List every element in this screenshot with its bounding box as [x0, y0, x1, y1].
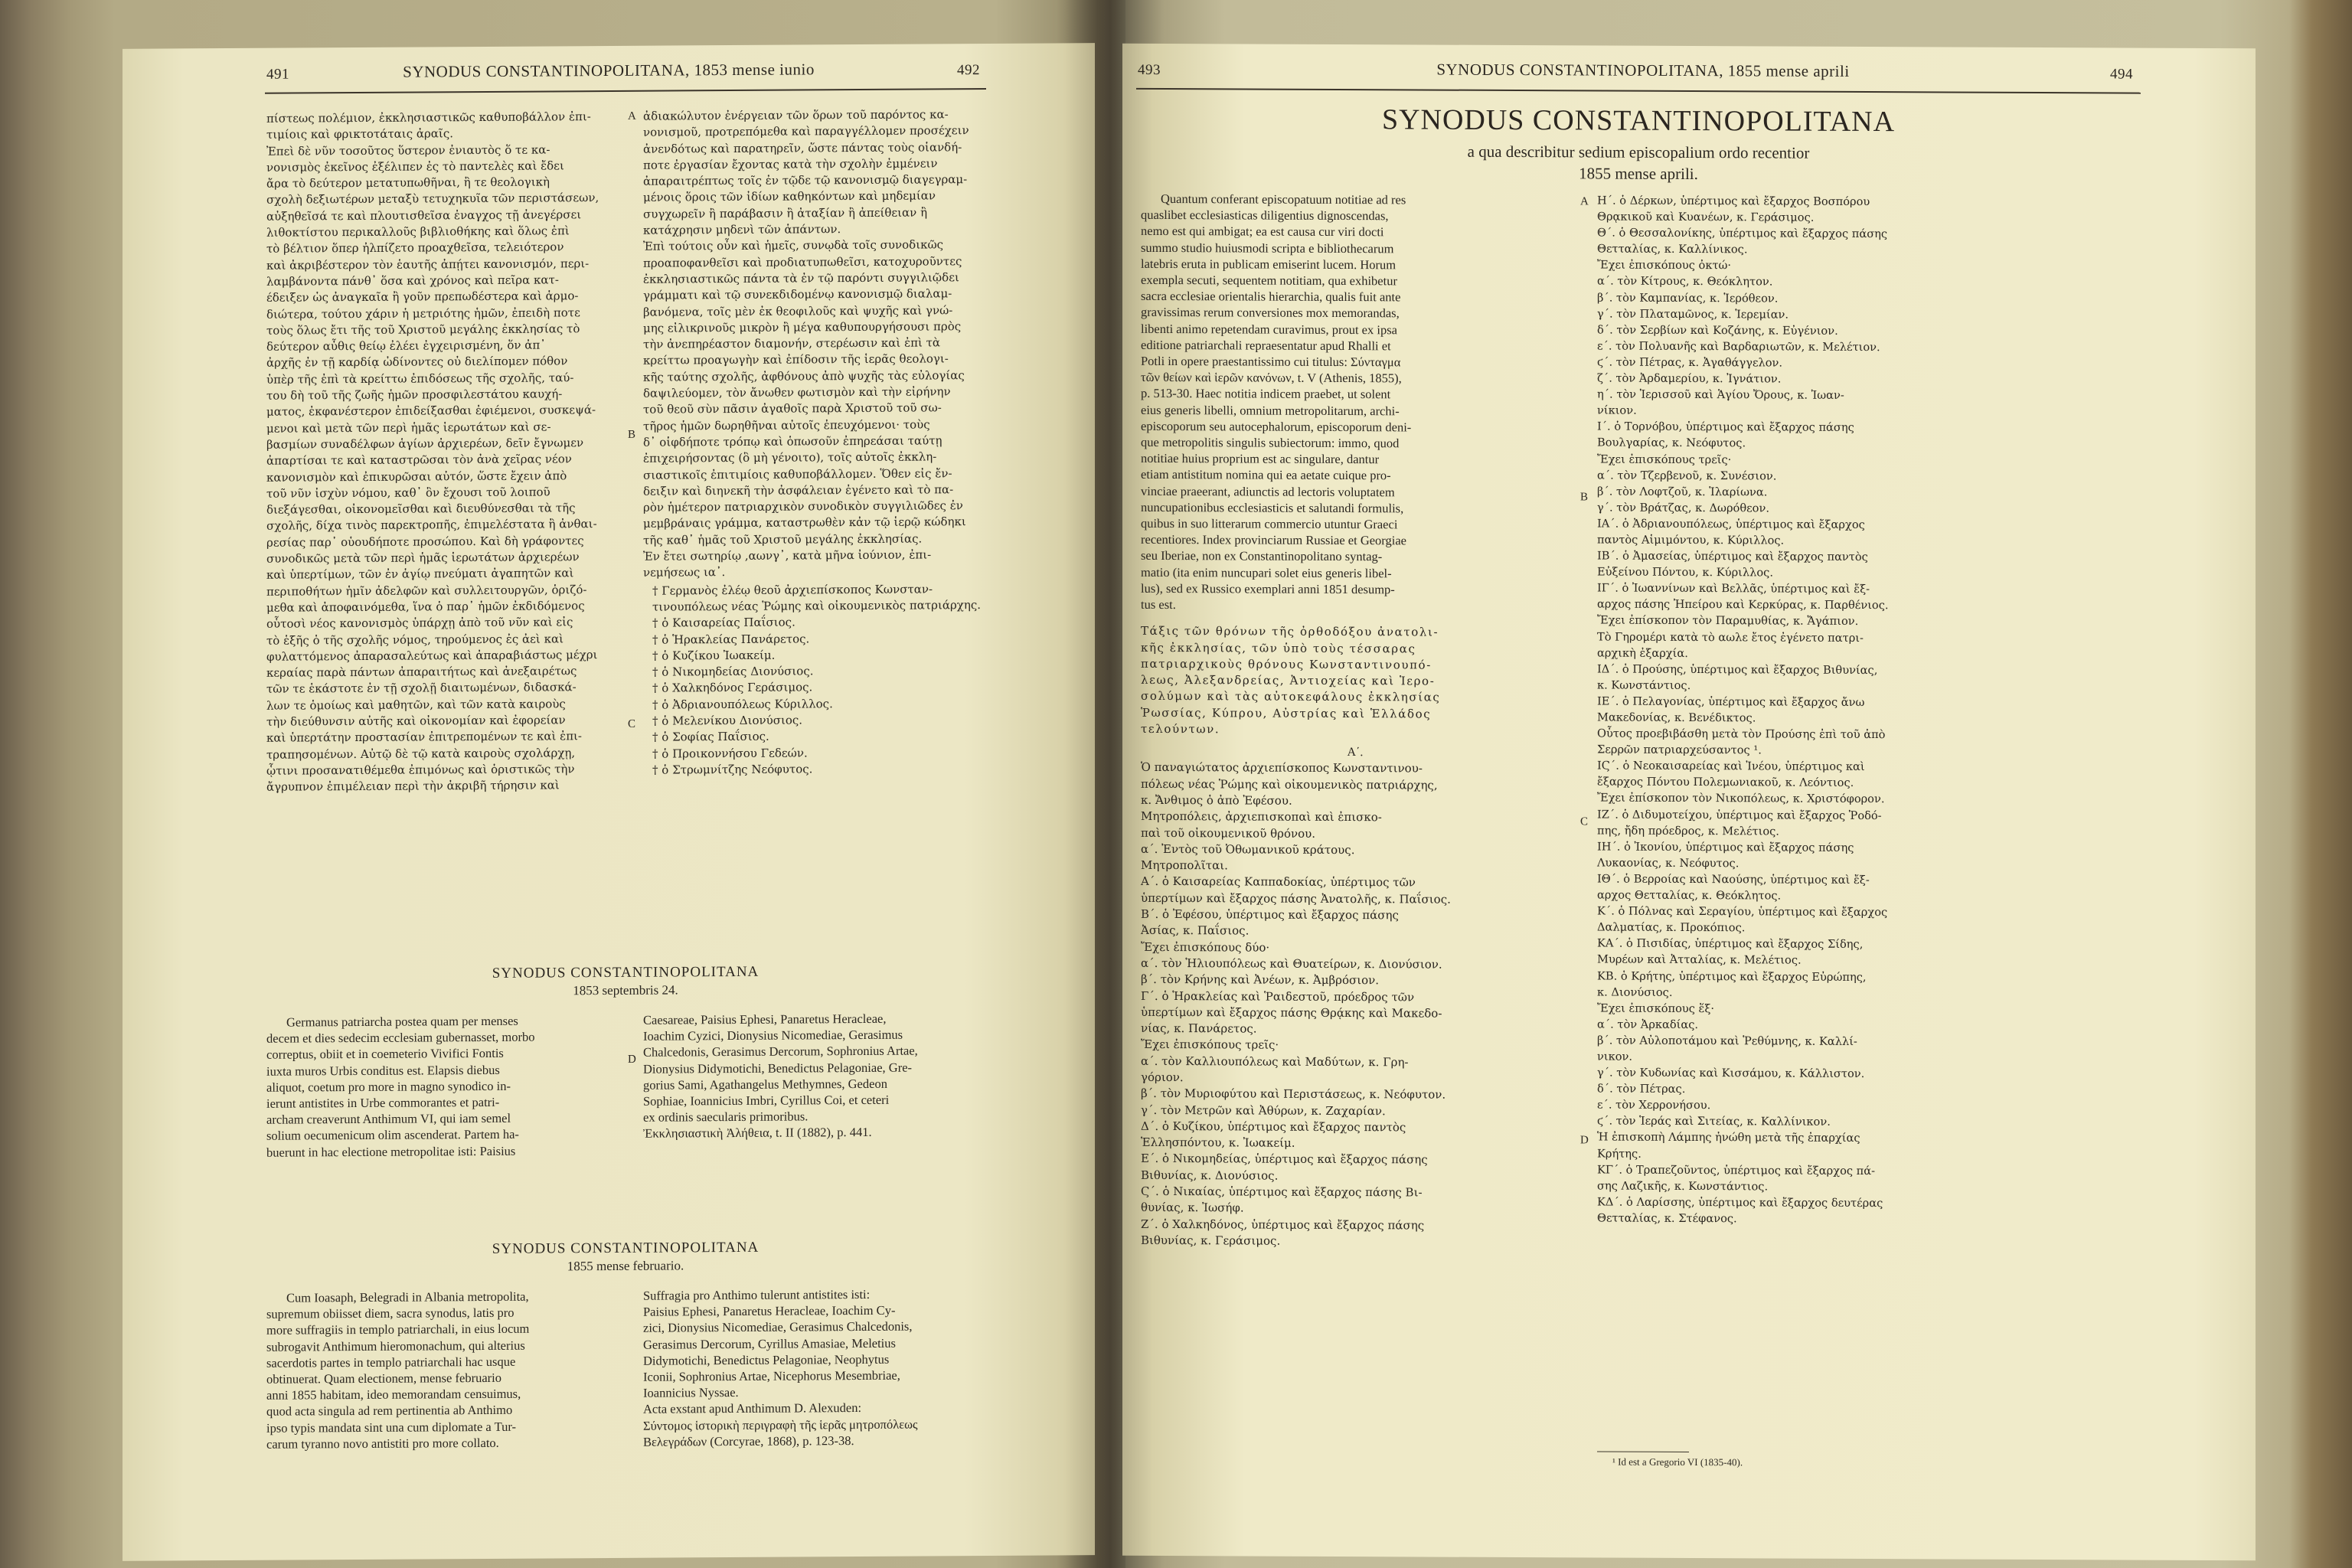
text-line: exempla secuti, sequentem notitiam, qua exhibetur [1141, 272, 1397, 289]
section-title: SYNODUS CONSTANTINOPOLITANA [492, 1239, 760, 1257]
text-line: Ἔχει ἐπισκόπους ἕξ· [1597, 1001, 1715, 1015]
text-line: νίκιον. [1597, 403, 1637, 417]
running-header [1122, 59, 2256, 91]
text-line: Ioannicius Nyssae. [643, 1385, 739, 1400]
subtitle: a qua describitur sedium episcopalium ordo recentior [1467, 142, 1810, 162]
text-line: ΙΕ΄. ὁ Πελαγονίας, ὑπέρτιμος καὶ ἔξαρχος ἄνω [1597, 694, 1865, 709]
text-line: κῆς ταύτης σχολῆς, ἀφθόνους ἀπὸ ψυχῆς τὰς εὐλογίας [643, 368, 965, 384]
text-line: latebris eruta in publicam emiserint lucem. Horum [1141, 256, 1396, 273]
text-line: Didymotichi, Benedictus Pelagoniae, Neophytus [643, 1351, 890, 1368]
text-line: Μητροπόλεις, ἀρχιεπισκοπαὶ καὶ ἐπισκο- [1141, 809, 1382, 825]
text-line: Κρήτης. [1597, 1147, 1642, 1161]
text-line: ΚΒ. ὁ Κρήτης, ὑπέρτιμος καὶ ἔξαρχος Εὐρώπης, [1597, 969, 1867, 984]
text-line: quod acta singula ad rem pertinentia ab Anthimo [266, 1403, 513, 1419]
text-line: Ἡ ἐπισκοπὴ Λάμπης ἠνώθη μετὰ τῆς ἐπαρχίας [1597, 1130, 1860, 1145]
text-line: Ὁ παναγιώτατος ἀρχιεπίσκοπος Κωνσταντινου- [1141, 760, 1423, 776]
text-line: δειξιν καὶ διηνεκῆ τὴν ἀσφάλειαν ἐγένετο καὶ τὸ πα- [643, 482, 954, 498]
text-line: ΙΘ΄. ὁ Βερροίας καὶ Ναούσης, ὑπέρτιμος καὶ ἔξ- [1597, 872, 1870, 887]
text-line: tus est. [1141, 596, 1176, 612]
text-line: ὑπὲρ τῆς ἐπὶ τὰ κρείττω ἐπιδόσεως τῆς σχολῆς, ταύ- [266, 371, 574, 387]
margin-marker-c: C [1580, 815, 1589, 828]
text-line: ΚΑ΄. ὁ Πισιδίας, ὑπέρτιμος καὶ ἔξαρχος Σίδης, [1597, 936, 1864, 952]
text-line: Potli in opere praestantissimo cui titulus: Σύνταγμα [1141, 353, 1401, 370]
running-header [122, 58, 1095, 92]
margin-marker-a: A [1580, 195, 1589, 208]
text-line: διεξάγεσθαι, οἰκονομεῖσθαι καὶ διευθύνεσθαι τὰ τῆς [266, 501, 576, 517]
text-line: Σερρῶν πατριαρχεύσαντος ¹. [1597, 743, 1762, 757]
text-line: libenti animo repetendam curavimus, prout ex ipsa [1141, 321, 1397, 337]
text-line: Ϛ΄. ὁ Νικαίας, ὑπέρτιμος καὶ ἔξαρχος πάσης Βι- [1141, 1184, 1423, 1200]
text-line: Θετταλίας, κ. Καλλίνικος. [1597, 242, 1748, 256]
text-line: τὸ ἑξῆς ὁ τῆς σχολῆς νόμος, τηρούμενος ἐς ἀεὶ καὶ [266, 631, 564, 648]
text-line: Μακεδονίας, κ. Βενέδικτος. [1597, 710, 1756, 725]
text-line: seu Iberiae, non ex Constantinopolitano syntag- [1141, 548, 1383, 564]
text-line: έδειξεν ὡς ἀναγκαῖα ἢ γοῦν πρεπωδέστερα καὶ ἁρμο- [266, 289, 579, 305]
text-line: nuncupationibus ecclesiasticis et salutandi formulis, [1141, 499, 1404, 516]
text-line: Ἐκκλησιαστικὴ Ἀλήθεια, t. II (1882), p. 441. [643, 1125, 872, 1142]
text-line: ΙΖ΄. ὁ Διδυμοτείχου, ὑπέρτιμος καὶ ἔξαρχος Ῥοδό- [1597, 808, 1882, 822]
latin-column-a [266, 1012, 611, 1161]
text-line: τοῦ θεοῦ σὺν πᾶσιν ἀγαθοῖς παρὰ Χριστοῦ τοῦ σω- [643, 400, 942, 417]
text-line: α΄. τὸν Ἡλιουπόλεως καὶ Θυατείρων, κ. Διονύσιον. [1141, 956, 1442, 972]
text-line: κ. Ἄνθιμος ὁ ἀπὸ Ἐφέσου. [1141, 792, 1292, 808]
text-line: δ΄. τὸν Πέτρας. [1597, 1082, 1686, 1096]
text-line: γόριον. [1141, 1070, 1184, 1085]
text-column-b [1597, 192, 2026, 1227]
text-line: πατριαρχικοὺς θρόνους Κωνσταντινουπό- [1141, 656, 1432, 672]
text-line: ΙΗ΄. ὁ Ἰκονίου, ὑπέρτιμος καὶ ἔξαρχος πάσης [1597, 840, 1854, 854]
section-date: 1853 septembris 24. [573, 982, 678, 998]
text-line: † ὁ Ἡρακλείας Πανάρετος. [652, 631, 810, 647]
margin-marker-a: A [628, 109, 636, 122]
text-line: Λυκαονίας, κ. Νεόφυτος. [1597, 856, 1740, 871]
text-line: β΄. τὸν Μυριοφύτου καὶ Περιστάσεως, κ. Νεόφυτον. [1141, 1086, 1446, 1102]
margin-marker-c: C [628, 717, 636, 730]
text-line: πίστεως πολέμιον, ἐκκλησιαστικῶς καθυποβάλλον ἐπι- [266, 109, 591, 126]
text-line: ματος, ἐκφανέστερον ἐπιδείξασθαι ἐφιέμενοι, συσκεψά- [266, 403, 596, 420]
text-line: † ὁ Καισαρείας Παΐσιος. [652, 615, 795, 630]
text-line: episcoporum seu autocephalorum, episcoporum deni- [1141, 418, 1412, 435]
text-line: Η΄. ὁ Δέρκων, ὑπέρτιμος καὶ ἔξαρχος Βοσπόρου [1597, 194, 1870, 209]
text-line: ΚΔ΄. ὁ Λαρίσσης, ὑπέρτιμος καὶ ἔξαρχος δευτέρας [1597, 1195, 1883, 1210]
header-title: SYNODUS CONSTANTINOPOLITANA, 1855 mense aprili [1436, 60, 1850, 80]
text-line: ΚΓ΄. ὁ Τραπεζοῦντος, ὑπέρτιμος καὶ ἔξαρχος πά- [1597, 1163, 1876, 1178]
text-line: Ἔχει ἐπίσκοπον τὸν Νικοπόλεως, κ. Χριστόφορον. [1597, 791, 1885, 806]
text-line: ε΄. τὸν Χερρονήσου. [1597, 1098, 1711, 1112]
text-line: Ῥωσσίας, Κύπρου, Αὐστρίας καὶ Ἑλλάδος [1141, 705, 1432, 721]
text-line: Suffragia pro Anthimo tulerunt antistites isti: [643, 1286, 871, 1303]
text-line: ἄρα τὸ δεύτερον μετατυπωθῆναι, ἢ τε θεολογικὴ [266, 175, 550, 191]
text-line: Ἔχει ἐπισκόπους δύο· [1141, 939, 1270, 955]
text-line: Α΄. ὁ Καισαρείας Καππαδοκίας, ὑπέρτιμος τῶν [1141, 874, 1416, 890]
text-line: καὶ ὑπερτάτην προστασίαν ἐπιτρεπομένων τε καὶ ἐπι- [266, 729, 583, 746]
text-line: δεύτερον αὖθις θείῳ ἐλέει ἐγχειρισμένη, ὅν ἀπ᾽ [266, 338, 546, 354]
text-line: ΙΓ΄. ὁ Ἰωαννίνων καὶ Βελλᾶς, ὑπέρτιμος καὶ ἔξ- [1597, 581, 1870, 596]
text-line: τινουπόλεως νέας Ῥώμης καὶ οἰκουμενικὸς πατριάρχης. [652, 597, 982, 614]
text-line: Sophiae, Ioannicius Imbri, Cyrillus Coi, et ceteri [643, 1092, 890, 1109]
text-line: κανονισμὸν καὶ ἐπικυρῶσαι αὐτόν, ὥστε ἔχειν ἀπὸ [266, 468, 567, 485]
text-line: † ὁ Κυζίκου Ἰωακείμ. [652, 648, 776, 663]
text-line: Ἔχει ἐπισκόπους τρεῖς· [1141, 1037, 1279, 1053]
page-number-493: 493 [1138, 61, 1161, 78]
section-header-1855-feb [265, 1238, 986, 1276]
text-line: nemo est qui ambigat; ea est causa cur viri docti [1141, 224, 1384, 240]
text-line: κ. Κωνστάντιος. [1597, 678, 1691, 692]
text-line: α΄. τὸν Ἀρκαδίας. [1597, 1018, 1699, 1031]
text-line: ζ΄. τὸν Ἀρδαμερίου, κ. Ἰγνάτιον. [1597, 371, 1782, 386]
text-line: carum tyranno novo antistiti pro more collato. [266, 1435, 499, 1452]
subtitle-date: 1855 mense aprili. [1579, 164, 1698, 184]
text-line: Βιθυνίας, κ. Γεράσιμος. [1141, 1233, 1281, 1248]
text-line: Dionysius Didymotichi, Benedictus Pelagoniae, Gre- [643, 1060, 913, 1076]
text-line: κρείττω προαγωγὴν καὶ ἐπίδοσιν τῆς ἱερᾶς θεολογι- [643, 351, 949, 368]
text-line: Ι΄. ὁ Τορνόβου, ὑπέρτιμος καὶ ἔξαρχος πάσης [1597, 420, 1854, 435]
text-line: eius generis libelli, omnium metropolitarum, archi- [1141, 402, 1400, 418]
text-line: ἀπαραιτρέπτως τοῖς ἐν τῷδε τῷ κανονισμῷ διαγεγραμ- [643, 172, 968, 188]
text-line: Ἔχει ἐπισκόπους ὀκτώ· [1597, 258, 1732, 273]
text-line: Βουλγαρίας, κ. Νεόφυτος. [1597, 436, 1746, 450]
text-line: κῆς ἐκκλησίας, τῶν ὑπὸ τοὺς τέσσαρας [1141, 640, 1416, 656]
text-line: ΙϚ΄. ὁ Νεοκαισαρείας καὶ Ἰνέου, ὑπέρτιμος καὶ [1597, 759, 1865, 774]
text-line: † ὁ Σοφίας Παΐσιος. [652, 729, 769, 744]
text-line: γ΄. τὸν Μετρῶν καὶ Ἀθύρων, κ. Ζαχαρίαν. [1141, 1102, 1386, 1118]
text-line: τοὺς ὅλως ἔτι τῆς τοῦ Χριστοῦ μεγάλης ἐκκλησίας τὸ [266, 322, 580, 338]
text-line: Θ΄. ὁ Θεσσαλονίκης, ὑπέρτιμος καὶ ἔξαρχος πάσης [1597, 226, 1888, 241]
text-line: lus), sed ex Russico exemplari anni 1851 desump- [1141, 580, 1395, 597]
text-line: θυνίας, κ. Ἰωσήφ. [1141, 1200, 1244, 1215]
text-line: zici, Dionysius Nicomediae, Gerasimus Chalcedonis, [643, 1318, 913, 1336]
text-line: sacra ecclesiae orientalis hierarchia, qualis fuit ante [1141, 289, 1401, 305]
text-line: iuxta muros Urbis conditus est. Elapsis diebus [266, 1062, 500, 1079]
text-line: παντὸς Αἱμιμόντου, κ. Κύριλλος. [1597, 533, 1785, 547]
text-line: μεμβράναις γράμμα, καταστρωθὲν κἀν τῷ ἱερῷ κώδηκι [643, 514, 966, 531]
text-line: ἀδιακώλυτον ἐνέργειαν τῶν ὅρων τοῦ παρόντος κα- [643, 107, 949, 123]
page-number-491: 491 [266, 66, 289, 83]
main-title-block [1136, 102, 2141, 186]
text-line: οὗτοσὶ νέος κανονισμὸς ὑπάρχῃ ἀπὸ τοῦ νῦν καὶ εἰς [266, 615, 573, 631]
text-line: συνοδικῶς μετὰ τῶν περὶ ἡμᾶς ἱερωτάτων ἀρχιερέων [266, 550, 580, 566]
text-line: Δαλματίας, κ. Προκόπιος. [1597, 920, 1746, 935]
text-line: β΄. τὸν Καμπανίας, κ. Ἱερόθεον. [1597, 291, 1779, 305]
text-line: Θετταλίας, κ. Στέφανος. [1597, 1211, 1737, 1226]
text-line: τῆς καθ᾽ ἡμᾶς τοῦ Χριστοῦ μεγάλης ἐκκλησίας. [643, 531, 923, 547]
page-number-492: 492 [957, 62, 980, 79]
text-line: Ἔχει ἐπίσκοπον τὸν Παραμυθίας, κ. Ἄγάπιον. [1597, 613, 1859, 629]
text-line: βασμίων συναδέλφων ἁγίων ἀρχιερέων, δεῖν ἔγνωμεν [266, 436, 584, 452]
text-line: etiam antistitum nomina qui ea aetate cuique pro- [1141, 467, 1391, 483]
text-line: Chalcedonis, Gerasimus Dercorum, Sophronius Artae, [643, 1043, 918, 1060]
left-page [122, 43, 1095, 1561]
margin-marker-d: D [628, 1053, 636, 1066]
text-line: solium oecumenicum olim ascenderat. Partem ha- [266, 1127, 519, 1144]
section-alpha: Α΄. [1347, 746, 1364, 760]
footnote: ¹ Id est a Gregorio VI (1835-40). [1612, 1455, 1743, 1468]
text-line: † ὁ Μελενίκου Διονύσιος. [652, 713, 803, 728]
text-line: ε΄. τὸν Πολυανῆς καὶ Βαρδαριωτῶν, κ. Μελέτιον. [1597, 339, 1880, 354]
header-title: SYNODUS CONSTANTINOPOLITANA, 1853 mense iunio [403, 60, 815, 81]
text-line: Σύντομος ἱστορικὴ περιγραφὴ τῆς ἱερᾶς μητροπόλεως [643, 1416, 918, 1433]
text-line: ἔξαρχος Πόντου Πολεμωνιακοῦ, κ. Λεόντιος. [1597, 775, 1854, 790]
text-line: more suffragiis in templo patriarchali, in eius locum [266, 1321, 530, 1338]
text-line: editione patriarchali repraesentatur apud Rhalli et [1141, 337, 1391, 354]
right-page [1122, 44, 2256, 1560]
text-line: ρεσίας παρ᾽ οὑουδήποτε προσώπου. Καὶ δὴ γράφοντες [266, 533, 584, 550]
text-line: τὴν ἀνεπηρέαστον διαμονήν, στερέωσιν καὶ ἐπὶ τὰ [643, 335, 941, 351]
text-line: ἄγρυπνον ἐπιμέλειαν περὶ τὴν ἀκριβῆ τήρησιν καὶ [266, 778, 560, 794]
text-line: Gerasimus Dercorum, Cyrillus Amasiae, Meletius [643, 1335, 896, 1352]
text-line: Βελεγράδων (Corcyrae, 1868), p. 123-38. [643, 1432, 854, 1449]
text-line: ex ordinis saecularis primoribus. [643, 1109, 808, 1125]
margin-marker-d: D [1580, 1134, 1589, 1147]
text-line: γ΄. τὸν Πλαταμῶνος, κ. Ἱερεμίαν. [1597, 307, 1789, 322]
text-line: quaslibet ecclesiasticas diligentius dignoscendas, [1141, 207, 1389, 224]
text-line: Μητροπολῖται. [1141, 858, 1228, 873]
text-line: νονισμοῦ, προτρεπόμεθα καὶ παραγγέλλομεν προσέχειν [643, 123, 969, 140]
text-line: Germanus patriarcha postea quam per menses [286, 1013, 518, 1030]
text-line: β΄. τὸν Κρήνης καὶ Ἀνέων, κ. Ἀμβρόσιον. [1141, 972, 1380, 988]
text-line: Ἐν ἔτει σωτηρίῳ ,αωνγ᾽, κατὰ μῆνα ἰούνιον, ἐπι- [643, 547, 932, 564]
text-line: η΄. τὸν Ἱερισσοῦ καὶ Ἁγίου Ὄρους, κ. Ἰωαν- [1597, 387, 1844, 403]
section-title: SYNODUS CONSTANTINOPOLITANA [492, 963, 760, 982]
text-line: β΄. τὸν Λοφτζοῦ, κ. Ἱλαρίωνα. [1597, 485, 1768, 499]
text-line: decem et dies sedecim ecclesiam gubernasset, morbo [266, 1029, 535, 1046]
text-line: α΄. τὸν Τζερβενοῦ, κ. Συνέσιον. [1597, 469, 1777, 483]
text-line: ὑπερτίμων καὶ ἔξαρχος πάσης Ἀνατολῆς, κ. Παΐσιος. [1141, 890, 1451, 906]
page-number-494: 494 [2110, 66, 2133, 83]
text-line: vinciae praeerant, adiunctis ad lectoris voluptatem [1141, 483, 1395, 499]
text-line: δαψιλεύομεν, τὸν ἄνωθεν φωτισμὸν καὶ τὴν εἰρήνην [643, 384, 951, 400]
text-line: διώτερα, τούτου χάριν ἡ μετριότης ἡμῶν, ἐπειδὴ ποτε [266, 305, 580, 322]
text-line: supremum obiisset diem, sacra synodus, latis pro [266, 1305, 514, 1321]
text-line: μεθα καὶ ἀποφαινόμεθα, ἵνα ὁ παρ᾽ ἡμῶν ἐκδιδόμενος [266, 599, 585, 615]
text-line: κατάχρησιν μηδενὶ τῶν ἁπάντων. [643, 222, 841, 237]
text-line: Μυρέων καὶ Ἀτταλίας, κ. Μελέτιος. [1597, 952, 1802, 968]
text-line: προαποφανθεῖσι καὶ προδιατυπωθεῖσι, κατοχυροῦντες [643, 253, 962, 270]
text-line: γ΄. τὸν Κυδωνίας καὶ Κισσάμου, κ. Κάλλιστον. [1597, 1066, 1865, 1081]
text-line: καὶ ὑπερτίμων, τῶν ἐν ἁγίῳ πνεύματι ἀγαπητῶν καὶ [266, 566, 574, 583]
text-line: ΙΔ΄. ὁ Προύσης, ὑπέρτιμος καὶ ἔξαρχος Βιθυνίας, [1597, 662, 1878, 677]
text-line: ϛ΄. τὸν Ἱεράς καὶ Σιτείας, κ. Καλλίνικον. [1597, 1114, 1831, 1129]
text-line: gorius Sami, Agathangelus Methymnes, Gedeon [643, 1076, 887, 1093]
text-line: σχολὴ δεξιωτέρων μεταξὺ τετυχηκυῖα τῶν περιστάσεων, [266, 191, 599, 207]
text-line: νονισμὸς ἐκεῖνος ἐξέλιπεν ἐς τὸ παντελὲς καὶ ἔδει [266, 158, 564, 175]
text-line: ᾧτινι προσανατιθέμεθα ἐπιμόνως καὶ ὁριστικῶς τὴν [266, 762, 575, 778]
text-line: Ἐπεὶ δὲ νῦν τοσοῦτος ὕστερον ἐνιαυτὸς ὅ τε κα- [266, 142, 550, 158]
latin-column-a-2 [266, 1288, 611, 1452]
text-line: † ὁ Προικοννήσου Γεδεών. [652, 745, 808, 761]
text-line: gravissimas rerum conversiones mox memorandas, [1141, 305, 1400, 321]
text-line: p. 513-30. Haec notitia indicem praebet, ut solent [1141, 386, 1391, 402]
text-line: τὸ βέλτιον ὅπερ ἠλπίζετο προαχθεῖσα, τελειότερον [266, 240, 564, 256]
section-date: 1855 mense februario. [567, 1258, 684, 1274]
text-line: ΙΒ΄. ὁ Ἀμασείας, ὑπέρτιμος καὶ ἔξαρχος παντὸς [1597, 549, 1868, 564]
text-line: Ε΄. ὁ Νικομηδείας, ὑπέρτιμος καὶ ἔξαρχος πάσης [1141, 1152, 1428, 1167]
text-line: Βιθυνίας, κ. Διονύσιος. [1141, 1168, 1279, 1183]
latin-column-b-2 [643, 1285, 989, 1450]
text-line: β΄. τὸν Αὐλοποτάμου καὶ Ῥεθύμνης, κ. Καλλί- [1597, 1034, 1857, 1048]
text-line: γράμματι καὶ τῷ συνεκδιδομένῳ κανονισμῷ διαλαμ- [643, 286, 952, 302]
signatures-block [643, 581, 989, 779]
text-line: λαμβάνοντα πάνθ᾽ ὅσα καὶ χρόνος καὶ πεῖρα κατ- [266, 273, 559, 289]
text-line: παὶ τοῦ οἰκουμενικοῦ θρόνου. [1141, 825, 1316, 841]
text-line: λων τε ὁμοίως καὶ μαθητῶν, καὶ τῶν κατὰ καιροὺς [266, 697, 566, 713]
text-line: τραπησομένων. Αὐτῷ δὲ τῷ κατὰ καιροὺς σχολάρχῃ, [266, 745, 576, 762]
text-line: Ἐπὶ τούτοις οὖν καὶ ἡμεῖς, συνῳδὰ τοῖς συνοδικῶς [643, 237, 944, 254]
text-line: τελούντων. [1141, 721, 1220, 737]
text-line: γ΄. τὸν Βράτζας, κ. Δωρόθεον. [1597, 501, 1769, 515]
text-line: notitiae huius proprium est ac singulare, dantur [1141, 451, 1380, 467]
text-line: ἀρχῆς ἐν τῇ καρδίᾳ ὠδίνοντες οὐ διελίπομεν πόθον [266, 354, 568, 371]
text-line: βανόμενα, τοῖς μὲν ἐκ θεοφιλοῦς καὶ ψυχῆς καὶ γνώ- [643, 302, 953, 319]
text-line: ἀπαρτίσαι τε καὶ καταστρῶσαι τὸν ἀνὰ χεῖρας νέον [266, 452, 572, 468]
text-line: matio (ita enim nuncupari solet eius generis libel- [1141, 564, 1392, 580]
text-line: Caesareae, Paisius Ephesi, Panaretus Heracleae, [643, 1011, 887, 1027]
text-line: δ΄. τὸν Σερβίων καὶ Κοζάνης, κ. Εὐγένιον. [1597, 323, 1838, 338]
text-line: νίας, κ. Πανάρετος. [1141, 1021, 1257, 1036]
text-line: Ἔχει ἐπισκόπους τρεῖς· [1597, 452, 1732, 466]
text-line: Οὗτος προεβιβάσθη μετὰ τὸν Προύσης ἐπὶ τοῦ ἀπὸ [1597, 727, 1886, 742]
text-line: † ὁ Χαλκηδόνος Γεράσιμος. [652, 680, 813, 696]
text-line: τὴν διεύθυνσιν αὐτῆς καὶ οἰκονομίαν καὶ ἐφορείαν [266, 713, 566, 729]
text-line: καὶ ἀκριβέστερον τὸν ἑαυτῆς ἀπῄτει κανονισμόν, περι- [266, 256, 590, 273]
text-line: Ζ΄. ὁ Χαλκηδόνος, ὑπέρτιμος καὶ ἔξαρχος πάσης [1141, 1217, 1425, 1233]
text-line: σιαστικοῖς ἐπιτιμίοις καθυποβάλλομεν. Ὅθεν εἰς ἔν- [643, 466, 952, 482]
text-line: ϛ΄. τὸν Πέτρας, κ. Ἀγαθάγγελον. [1597, 355, 1783, 370]
text-line: σης Λαζικῆς, κ. Κωνστάντιος. [1597, 1179, 1769, 1194]
text-line: αρχος πάσης Ἠπείρου καὶ Κερκύρας, κ. Παρθένιος. [1597, 597, 1889, 612]
text-line: ποτε ἐργασίαν ἔχοντας κατὰ τὴν σχολὴν ἐμμένειν [643, 156, 938, 172]
text-line: Τὸ Γηρομέρι κατὰ τὸ αωλε ἔτος ἐγένετο πατρι- [1597, 630, 1864, 645]
text-line: μένοις ὅροις τῶν ἰδίων καθηκόντων καὶ μηδεμίαν [643, 188, 936, 205]
text-line: τιμίοις καὶ φρικτοτάταις ἀραῖς. [266, 126, 453, 142]
text-line: λεως, Ἀλεξανδρείας, Ἀντιοχείας καὶ Ἱερο- [1141, 673, 1436, 688]
text-line: Δ΄. ὁ Κυζίκου, ὑπέρτιμος καὶ ἔξαρχος παντὸς [1141, 1119, 1406, 1135]
text-line: περιποθήτων ἡμῖν ἀδελφῶν καὶ συλλειτουργῶν, ὁριζό- [266, 582, 587, 599]
text-line: δ᾽ οἱφδήποτε τρόπῳ καὶ ὁπωσοῦν ἐπηρεάσαι ταύτῃ [643, 433, 942, 449]
text-line: αρχος Θετταλίας, κ. Θεόκλητος. [1597, 888, 1782, 903]
text-column-b [643, 106, 989, 779]
text-line: Acta exstant apud Anthimum D. Alexuden: [643, 1400, 862, 1417]
text-line: Ἑλλησπόντου, κ. Ἰωακείμ. [1141, 1135, 1295, 1150]
text-line: sacerdotis partes in templo patriarchali hac usque [266, 1354, 516, 1370]
text-line: Γ΄. ὁ Ἡρακλείας καὶ Ῥαιδεστοῦ, πρόεδρος τῶν [1141, 988, 1415, 1004]
text-line: κεραίας παρὰ πάντων ἀπαραιτήτως καὶ ἀνεξαιρέτως [266, 664, 577, 680]
text-line: α΄. τὸν Κίτρους, κ. Θεόκλητον. [1597, 274, 1773, 289]
text-line: que metropolitis singulis subiectorum: immo, quod [1141, 434, 1400, 451]
text-line: Θρᾳκικοῦ καὶ Κυανέων, κ. Γεράσιμος. [1597, 210, 1815, 224]
text-line: κ. Διονύσιος. [1597, 985, 1673, 999]
margin-marker-b: B [628, 428, 636, 441]
text-line: νεμήσεως ια᾽. [643, 565, 726, 580]
text-line: μενοι καὶ μετὰ τῶν περὶ ἡμᾶς ἱερωτάτων καὶ σε- [266, 420, 551, 436]
text-line: τῆρος ἡμῶν δωρηθῆναι αὐτοῖς ἐπευχόμενοι· τοὺς [643, 417, 930, 433]
text-line: Ἀσίας, κ. Παΐσιος. [1141, 923, 1250, 938]
text-line: Quantum conferant episcopatuum notitiae ad res [1161, 191, 1406, 207]
text-line: correptus, obiit et in coemeterio Vivifici Fontis [266, 1046, 504, 1063]
text-line: μης εἰλικρινοῦς μικρὸν ἢ μέγα καθυπουργήσουσι πρὸς [643, 319, 962, 335]
text-line: Cum Ioasaph, Belegradi in Albania metropolita, [286, 1289, 529, 1305]
text-line: quibus in suo litterarum commercio utuntur Graeci [1141, 515, 1398, 532]
text-line: ἀνενδότως καὶ παρατηρεῖν, ὥστε πάντας τοὺς οἱανδή- [643, 139, 962, 156]
text-line: Paisius Ephesi, Panaretus Heracleae, Ioachim Cy- [643, 1302, 896, 1319]
section-header-1853 [265, 962, 986, 1001]
text-line: ierunt antistites in Urbe commorantes et patri- [266, 1094, 500, 1111]
margin-marker-b: B [1580, 491, 1589, 504]
text-line: subrogavit Anthimum hieromonachum, qui alterius [266, 1338, 525, 1354]
footnote-rule [1597, 1451, 1689, 1452]
main-title: SYNODUS CONSTANTINOPOLITANA [1381, 103, 1896, 139]
text-line: αὐξηθεῖσά τε καὶ πλουτισθεῖσα ἐναγχος τῇ ἀνεγέρσει [266, 207, 582, 224]
text-line: τῶν τε ἑκάστοτε ἐν τῇ σχολῇ διαιτωμένων, διδασκά- [266, 680, 577, 697]
text-line: ρὸν ἡμέτερον πατριαρχικὸν συνοδικὸν συγγιλιῶδες ἐν [643, 498, 963, 514]
text-line: buerunt in hac electione metropolitae isti: Paisius [266, 1143, 516, 1160]
text-line: συγχωρεῖν ἢ παράβασιν ἢ ἀταξίαν ἢ ἀπείθειαν ἢ [643, 205, 928, 221]
text-line: λιθοκτίστου περικαλλοῦς βιβλιοθήκης καὶ ὅλως ἐπὶ [266, 224, 570, 240]
text-line: † ὁ Νικομηδείας Διονύσιος. [652, 664, 814, 679]
text-line: τοῦ νῦν ἰσχὺν νόμου, καθ᾽ ὃν ἔχουσι τοῦ λοιποῦ [266, 485, 550, 501]
text-line: archam creaverunt Anthimum VI, qui iam semel [266, 1111, 511, 1127]
text-line: του δὴ τοῦ τῆς ζωῆς ἡμῶν προσφιλεστάτου καυχή- [266, 387, 563, 403]
text-line: Iconii, Sophronius Artae, Nicephorus Mesembriae, [643, 1367, 900, 1384]
text-line: πης, ἤδη πρόεδρος, κ. Μελέτιος. [1597, 824, 1779, 838]
text-line: summo studio huiusmodi scripta e bibliothecarum [1141, 240, 1394, 256]
text-line: τῶν θείων καὶ ἱερῶν κανόνων, t. V (Athenis, 1855), [1141, 370, 1402, 386]
text-line: † Γερμανὸς ἐλέῳ θεοῦ ἀρχιεπίσκοπος Κωνσταν- [652, 582, 933, 598]
text-line: ΙΑ΄. ὁ Ἀδριανουπόλεως, ὑπέρτιμος καὶ ἔξαρχος [1597, 517, 1865, 531]
text-line: Τάξις τῶν θρόνων τῆς ὀρθοδόξου ἀνατολι- [1141, 624, 1439, 639]
text-line: φυλαττόμενος ἀπαρασαλεύτως καὶ ἀπαραβιάστως μέχρι [266, 647, 598, 664]
text-line: ἐκκλησιαστικῶς πάντα τὰ ἐν τῷ παρόντι συγγιλιῷδει [643, 270, 959, 286]
text-line: α΄. Ἐντὸς τοῦ Ὀθωμανικοῦ κράτους. [1141, 841, 1355, 857]
text-line: πόλεως νέας Ῥώμης καὶ οἰκουμενικὸς πατριάρχης, [1141, 776, 1438, 792]
text-line: ipso typis mandata sint una cum diplomate a Tur- [266, 1419, 516, 1436]
text-line: † ὁ Στρωμνίτζης Νεόφυτος. [652, 762, 813, 777]
text-line: Ioachim Cyzici, Dionysius Nicomediae, Gerasimus [643, 1027, 903, 1044]
text-line: Β΄. ὁ Ἐφέσου, ὑπέρτιμος καὶ ἔξαρχος πάσης [1141, 906, 1399, 923]
text-line: obtinuerat. Quam electionem, mense februario [266, 1370, 501, 1387]
text-line: anni 1855 habitam, ideo memorandam censuimus, [266, 1386, 521, 1403]
text-column-a [266, 109, 611, 795]
text-column-a [1141, 191, 1570, 1251]
text-line: α΄. τὸν Καλλιουπόλεως καὶ Μαδύτων, κ. Γρη- [1141, 1054, 1409, 1070]
text-line: νικον. [1597, 1050, 1633, 1063]
latin-column-b [643, 1010, 989, 1142]
text-line: Εὐξείνου Πόντου, κ. Κύριλλος. [1597, 565, 1773, 580]
text-line: ἐπιχειρήσοντας (ὃ μὴ γένοιτο), τοῖς αὐτοῖς ἐκκλη- [643, 449, 937, 466]
text-line: † ὁ Ἀδριανουπόλεως Κύριλλος. [652, 696, 833, 712]
text-line: aliquot, coetum pro more in magno synodico in- [266, 1078, 511, 1095]
text-line: ὑπερτίμων καὶ ἔξαρχος πάσης Θρᾴκης καὶ Μακεδο- [1141, 1004, 1442, 1021]
text-line: σολύμων καὶ τὰς αὐτοκεφάλους ἐκκλησίας [1141, 689, 1441, 705]
text-line: recentiores. Index provinciarum Russiae et Georgiae [1141, 532, 1406, 548]
text-line: σχολῆς, δίχα τινὸς παρεκτροπῆς, ἐπιμελέστατα ἢ ἀνθαι- [266, 517, 597, 534]
text-line: αρχικὴ ἐξαρχία. [1597, 646, 1688, 660]
text-line: Κ΄. ὁ Πόλνας καὶ Σεραγίου, ὑπέρτιμος καὶ ἔξαρχος [1597, 904, 1888, 920]
